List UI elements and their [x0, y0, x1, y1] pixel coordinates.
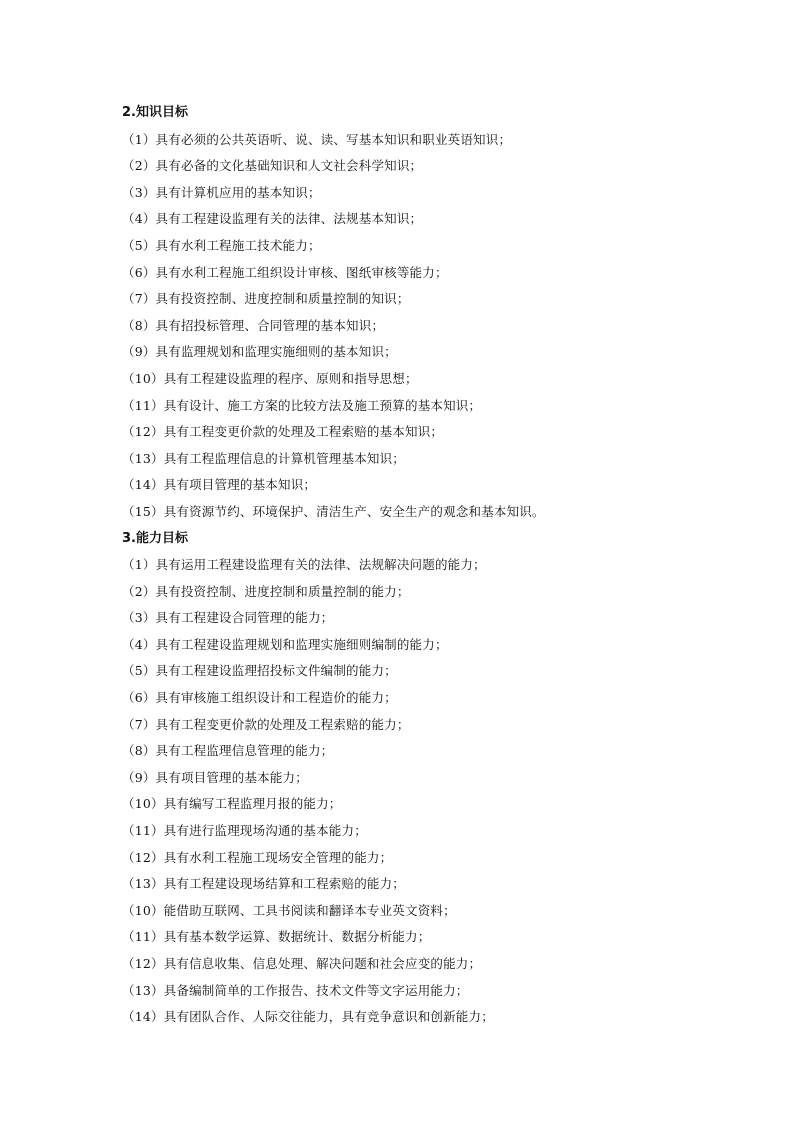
list-item: （5）具有水利工程施工技术能力； [122, 237, 321, 253]
list-item: （13）具备编制简单的工作报告、技术文件等文字运用能力； [122, 982, 469, 998]
list-item: （10）具有工程建设监理的程序、原则和指导思想； [122, 370, 418, 386]
list-item: （11）具有进行监理现场沟通的基本能力； [122, 823, 367, 839]
list-item: （4）具有工程建设监理有关的法律、法规基本知识； [122, 211, 423, 227]
list-item: （1）具有必须的公共英语听、说、读、写基本知识和职业英语知识； [122, 131, 512, 147]
list-item: （11）具有基本数学运算、数据统计、数据分析能力； [122, 929, 431, 945]
list-item: （2）具有投资控制、进度控制和质量控制的能力； [122, 583, 410, 599]
list-item: （14）具有团队合作、人际交往能力，具有竞争意识和创新能力； [122, 1009, 494, 1025]
list-item: （7）具有投资控制、进度控制和质量控制的知识； [122, 291, 410, 307]
list-item: （9）具有监理规划和监理实施细则的基本知识； [122, 344, 397, 360]
knowledge-goals-list [122, 127, 682, 526]
list-item: （12）具有水利工程施工现场安全管理的能力； [122, 849, 393, 865]
list-item: （3）具有计算机应用的基本知识； [122, 184, 321, 200]
list-item: （6）具有审核施工组织设计和工程造价的能力； [122, 690, 397, 706]
list-item: （9）具有项目管理的基本能力； [122, 769, 308, 785]
list-item: （5）具有工程建设监理招投标文件编制的能力； [122, 663, 397, 679]
list-item: （13）具有工程建设现场结算和工程索赔的能力； [122, 876, 406, 892]
list-item: （10）具有编写工程监理月报的能力； [122, 796, 342, 812]
ability-goals-list [122, 552, 682, 1031]
section-heading-ability: 3.能力目标 [122, 530, 188, 546]
list-item: （15）具有资源节约、环境保护、清洁生产、安全生产的观念和基本知识。 [122, 503, 545, 519]
document-body [122, 100, 682, 1031]
list-item: （1）具有运用工程建设监理有关的法律、法规解决问题的能力； [122, 557, 486, 573]
list-item: （11）具有设计、施工方案的比较方法及施工预算的基本知识； [122, 397, 482, 413]
list-item: （7）具有工程变更价款的处理及工程索赔的能力； [122, 716, 410, 732]
list-item: （12）具有信息收集、信息处理、解决问题和社会应变的能力； [122, 956, 482, 971]
list-item: （8）具有招投标管理、合同管理的基本知识； [122, 317, 385, 333]
list-item: （10）能借助互联网、工具书阅读和翻译本专业英文资料； [122, 902, 456, 918]
list-item: （14）具有项目管理的基本知识； [122, 477, 317, 493]
list-item: （12）具有工程变更价款的处理及工程索赔的基本知识； [122, 424, 444, 440]
section-heading-knowledge: 2.知识目标 [122, 105, 188, 120]
list-item: （6）具有水利工程施工组织设计审核、图纸审核等能力； [122, 264, 448, 280]
list-item: （4）具有工程建设监理规划和监理实施细则编制的能力； [122, 636, 448, 652]
list-item: （2）具有必备的文化基础知识和人文社会科学知识； [122, 158, 423, 174]
list-item: （13）具有工程监理信息的计算机管理基本知识； [122, 450, 406, 466]
list-item: （8）具有工程监理信息管理的能力； [122, 743, 334, 759]
list-item: （3）具有工程建设合同管理的能力； [122, 610, 334, 626]
